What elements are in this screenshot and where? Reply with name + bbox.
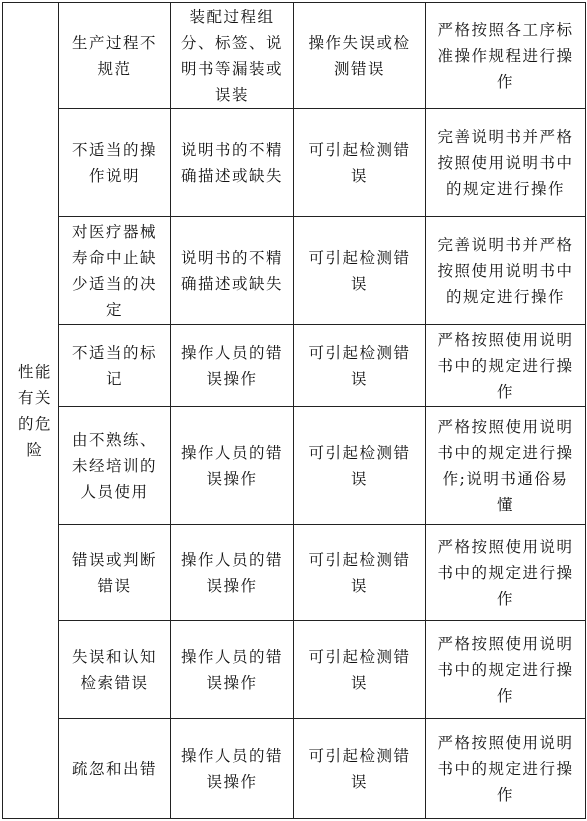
cause-cell: 操作人员的错误操作 [171, 719, 294, 819]
cause-cell: 说明书的不精确描述或缺失 [171, 109, 294, 217]
hazard-cell: 错误或判断错误 [59, 525, 171, 621]
measure-cell: 严格按照使用说明书中的规定进行操作 [426, 325, 586, 407]
table-row [3, 3, 586, 109]
cause-cell: 操作人员的错误操作 [171, 621, 294, 719]
hazard-cell: 不适当的标记 [59, 325, 171, 407]
hazard-cell: 对医疗器械寿命中止缺少适当的决定 [59, 217, 171, 325]
table-row [3, 525, 586, 621]
table-row [3, 719, 586, 819]
consequence-cell: 可引起检测错误 [294, 109, 426, 217]
consequence-cell: 可引起检测错误 [294, 621, 426, 719]
measure-cell: 完善说明书并严格按照使用说明书中的规定进行操作 [426, 217, 586, 325]
table-row [3, 621, 586, 719]
cause-cell: 装配过程组分、标签、说明书等漏装或误装 [171, 3, 294, 109]
hazard-cell: 疏忽和出错 [59, 719, 171, 819]
table-row [3, 109, 586, 217]
consequence-cell: 可引起检测错误 [294, 217, 426, 325]
cause-cell: 操作人员的错误操作 [171, 525, 294, 621]
consequence-cell: 可引起检测错误 [294, 407, 426, 525]
measure-cell: 完善说明书并严格按照使用说明书中的规定进行操作 [426, 109, 586, 217]
measure-cell: 严格按照使用说明书中的规定进行操作 [426, 525, 586, 621]
consequence-cell: 可引起检测错误 [294, 719, 426, 819]
consequence-cell: 可引起检测错误 [294, 525, 426, 621]
category-cell [3, 3, 59, 819]
cause-cell: 操作人员的错误操作 [171, 325, 294, 407]
table-row [3, 325, 586, 407]
measure-cell: 严格按照使用说明书中的规定进行操作 [426, 621, 586, 719]
consequence-cell: 可引起检测错误 [294, 325, 426, 407]
measure-cell: 严格按照使用说明书中的规定进行操作;说明书通俗易懂 [426, 407, 586, 525]
table-row [3, 407, 586, 525]
cause-cell: 说明书的不精确描述或缺失 [171, 217, 294, 325]
table-row [3, 217, 586, 325]
category-label: 性能有关的危险 [17, 362, 52, 459]
hazard-cell: 失误和认知检索错误 [59, 621, 171, 719]
risk-analysis-table [2, 2, 586, 819]
hazard-cell: 由不熟练、未经培训的人员使用 [59, 407, 171, 525]
consequence-cell: 操作失误或检测错误 [294, 3, 426, 109]
hazard-cell: 生产过程不规范 [59, 3, 171, 109]
cause-cell: 操作人员的错误操作 [171, 407, 294, 525]
measure-cell: 严格按照使用说明书中的规定进行操作 [426, 719, 586, 819]
measure-cell: 严格按照各工序标准操作规程进行操作 [426, 3, 586, 109]
hazard-cell: 不适当的操作说明 [59, 109, 171, 217]
